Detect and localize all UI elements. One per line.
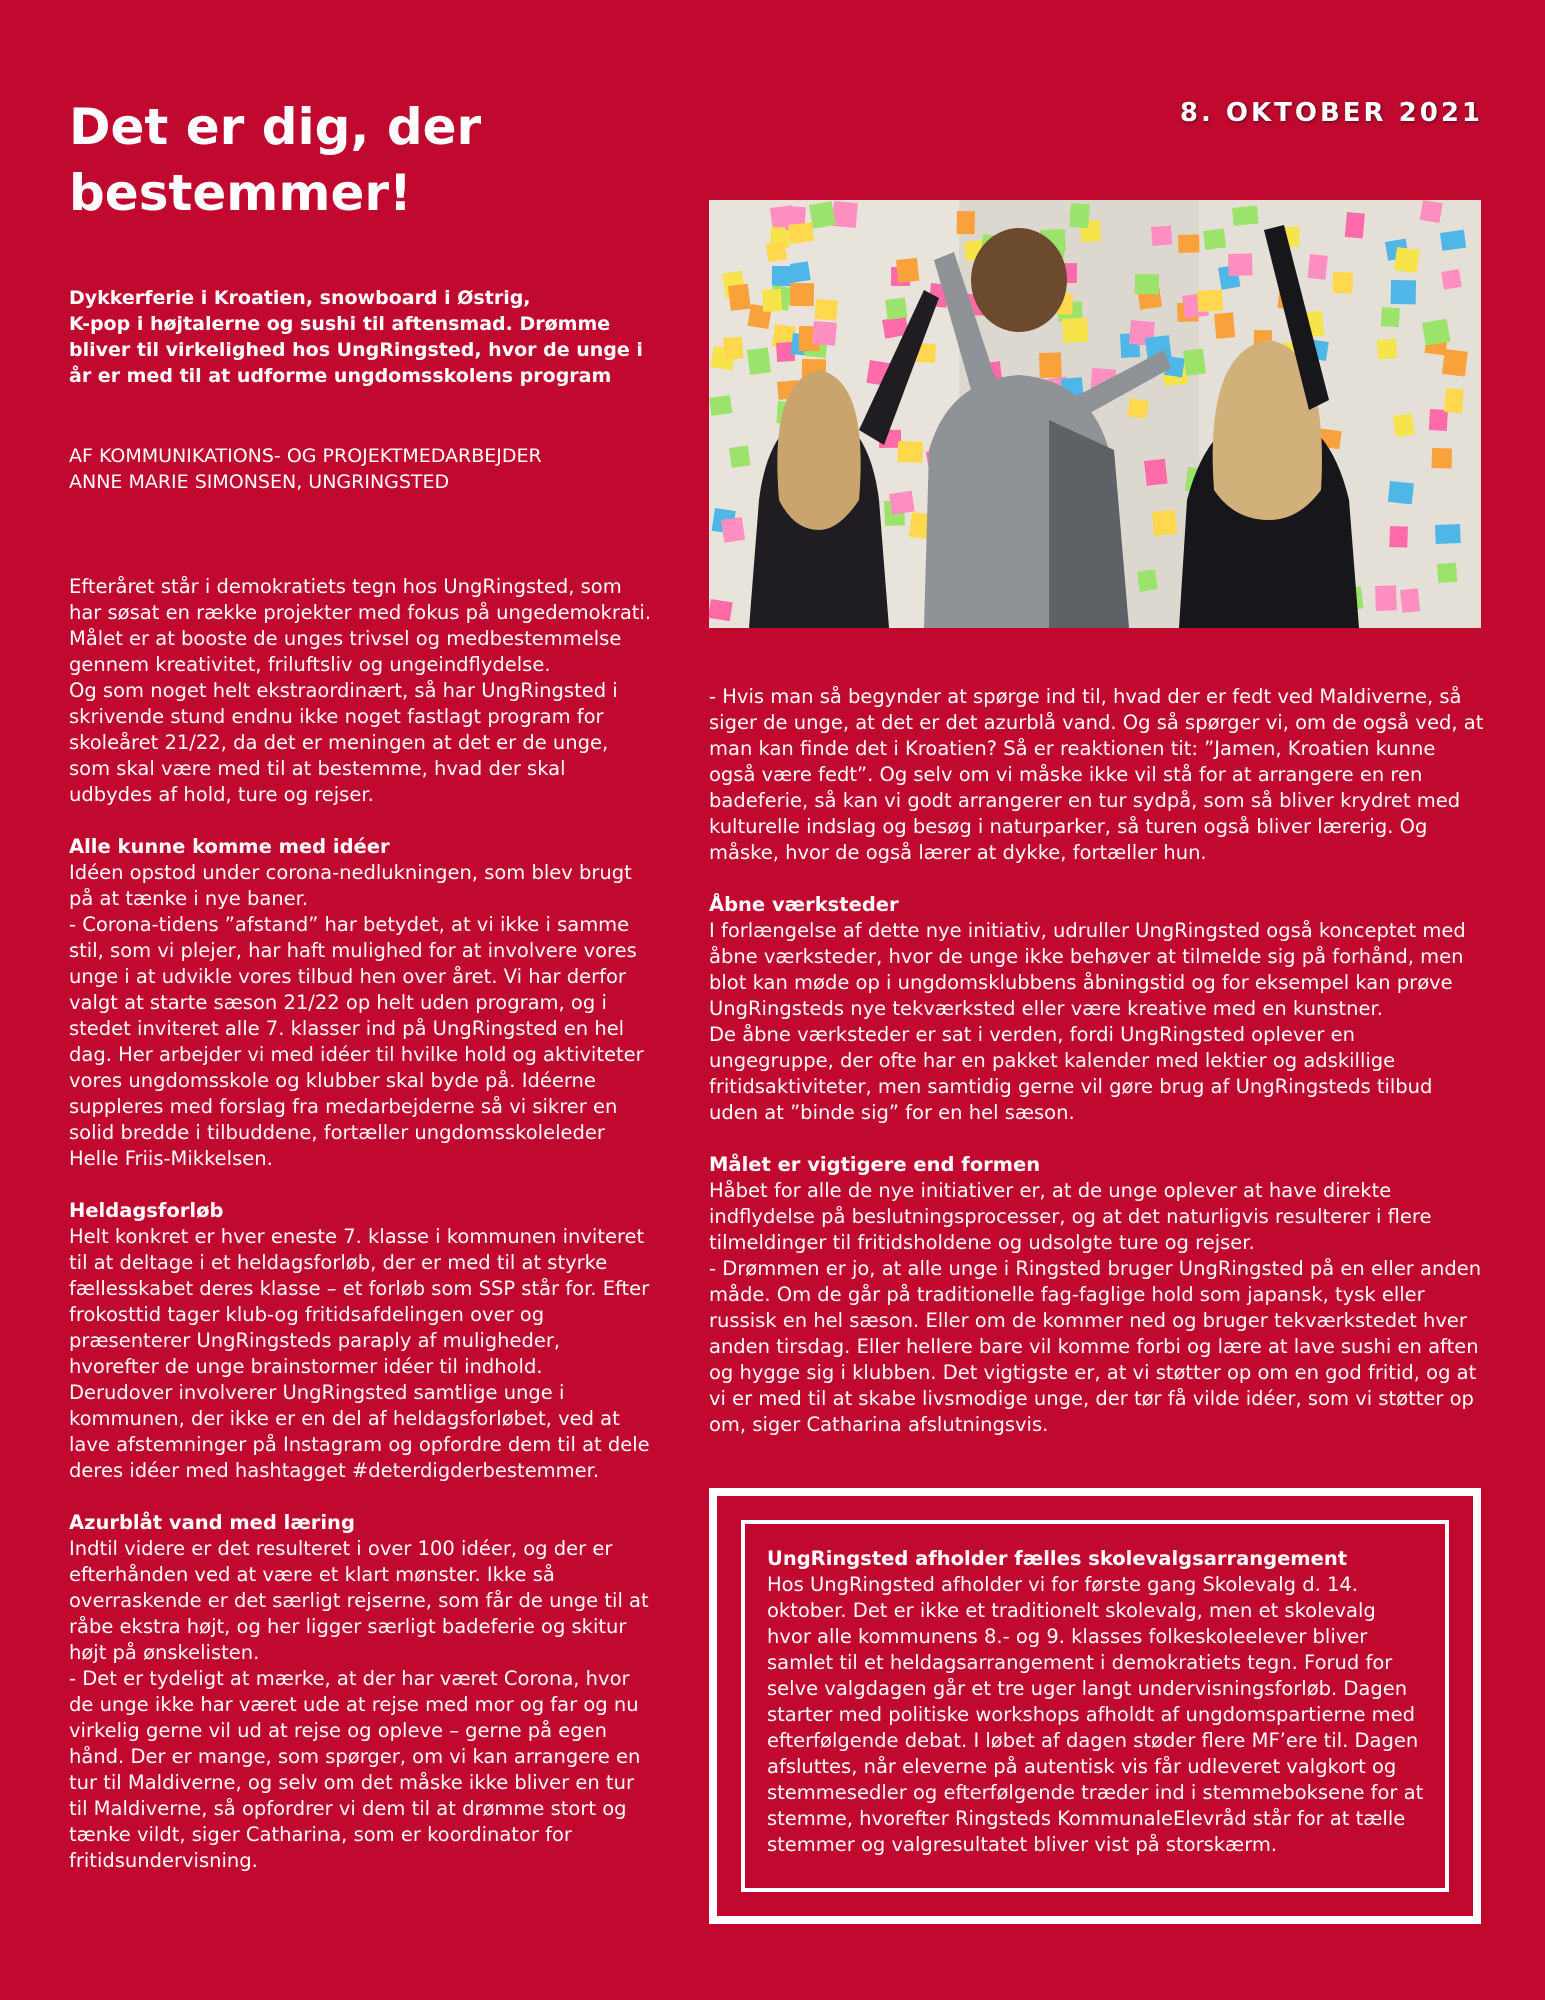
article-headline — [69, 94, 629, 226]
section-heading-ideas: Alle kunne komme med idéer — [69, 835, 390, 858]
sticky-note — [1307, 254, 1327, 280]
sticky-note — [1388, 481, 1414, 504]
intro-paragraph-2: Og som noget helt ekstraordinært, så har UngRingsted i skrivende stund endnu ikke noget fastlagt program for skoleåret 21/22, da det er meningen at det er de unge, som skal være med til at bestemme, hvad der skal udbydes af hold, ture og rejser. — [69, 679, 618, 806]
headline-line-1: Det er dig, der — [69, 98, 482, 156]
sticky-note — [1442, 349, 1468, 377]
section-goal-paragraph-1: Håbet for alle de nye initiativer er, at de unge oplever at have direkte indflydelse på beslutningsprocesser, og at det naturligvis resulterer i flere tilmeldinger til fritidsholdene og udsolgte ture og rejser. — [709, 1179, 1432, 1254]
sticky-note — [1422, 319, 1451, 346]
sticky-note — [1377, 339, 1397, 359]
sticky-note — [1432, 448, 1452, 468]
sticky-note — [772, 266, 793, 286]
section-full-day-paragraph-2: Derudover involverer UngRingsted samtlige unge i kommunen, der ikke er en del af heldagsforløbet, ved at lave afstemninger på Instagram og opfordre dem til at dele deres idéer med hashtagget #deterdigderbestemmer. — [69, 1381, 650, 1482]
section-heading-goal: Målet er vigtigere end formen — [709, 1153, 1041, 1176]
factbox-text: Hos UngRingsted afholder vi for første gang Skolevalg d. 14. oktober. Det er ikke et traditionelt skolevalg, men et skolevalg hvor alle kommunens 8.- og 9. klasses folkeskoleelever bliver samlet til et heldagsarrangement i demokratiets tegn. Forud for selve valgdagen går et tre uger langt undervisningsforløb. Dagen starter med politiske workshops afholdt af ungdomspartierne med efterfølgende debat. I løbet af dagen støder flere MF’ere til. Dagen afsluttes, når eleverne på autentisk vis får udleveret valgkort og stemmesedler og efterfølgende træder ind i stemmeboksene for at stemme, hvorefter Ringsteds KommunaleElevråd står for at tælle stemmer og valgresultatet bliver vist på storskærm. — [767, 1573, 1424, 1856]
sticky-note — [729, 445, 751, 467]
sticky-note — [1069, 203, 1090, 228]
sticky-note — [1197, 290, 1223, 312]
section-workshops-paragraph-1: I forlængelse af dette nye initiativ, udruller UngRingsted også konceptet med åbne værksteder, hvor de unge ikke behøver at tilmelde sig på forhånd, men blot kan møde op i ungdomsklubbens åbningstid og for eksempel kan prøve UngRingsteds nye tekværksted eller være kreative med en kunstner. — [709, 919, 1466, 1020]
sticky-note — [728, 284, 751, 311]
sticky-note — [1062, 317, 1088, 343]
sticky-note — [790, 283, 814, 306]
sticky-note — [1127, 398, 1149, 419]
sticky-note — [709, 395, 732, 416]
byline — [69, 443, 654, 495]
sticky-note — [1332, 272, 1353, 293]
article-column-right — [709, 684, 1484, 1438]
sticky-note — [1135, 274, 1159, 294]
section-ideas-paragraph-1: Idéen opstod under corona-nedlukningen, som blev brugt på at tænke i nye baner. — [69, 861, 632, 910]
sticky-note — [762, 289, 782, 312]
sticky-note — [747, 347, 771, 374]
sticky-note — [812, 321, 837, 346]
sticky-note — [1144, 459, 1168, 486]
sticky-note — [809, 201, 836, 229]
sticky-note — [1435, 524, 1461, 544]
factbox — [709, 1488, 1481, 1924]
sticky-note — [1389, 526, 1408, 548]
lead-line-1: Dykkerferie i Kroatien, snowboard i Østrig, — [69, 287, 531, 309]
sticky-note — [1183, 349, 1206, 376]
sticky-note — [1420, 200, 1443, 223]
sticky-note — [1228, 253, 1253, 276]
section-azure-paragraph-2: - Det er tydeligt at mærke, at der har været Corona, hvor de unge ikke har været ude at rejse med mor og far og nu virkelig gerne vil ud at rejse og opleve – gerne på egen hånd. Der er mange, som spørger, om vi kan arrangere en tur til Maldiverne, og selv om det måske ikke bliver en tur til Maldiverne, så opfordrer vi dem til at drømme stort og tænke vildt, siger Catharina, som er koordinator for fritidsundervisning. — [69, 1667, 641, 1872]
sticky-note — [721, 517, 745, 543]
section-workshops-paragraph-2: De åbne værksteder er sat i verden, fordi UngRingsted oplever en ungegruppe, der ofte har en pakket kalender med lektier og adskillige fritidsaktiviteter, men samtidig gerne vil gøre brug af UngRingsteds tilbud uden at ”binde sig” for en hel sæson. — [709, 1023, 1433, 1124]
sticky-note — [790, 261, 811, 283]
sticky-note — [1137, 569, 1158, 591]
intro-paragraph-1: Efteråret står i demokratiets tegn hos UngRingsted, som har søsat en række projekter med fokus på ungedemokrati. Målet er at booste de unges trivsel og medbestemmelse gennem kreativitet, friluftsliv og ungeindflydelse. — [69, 575, 652, 676]
section-heading-open-workshops: Åbne værksteder — [709, 893, 899, 916]
byline-line-1: AF KOMMUNIKATIONS- OG PROJEKTMEDARBEJDER — [69, 445, 542, 467]
lead-line-2: K-pop i højtalerne og sushi til aftensmad. Drømme — [69, 313, 611, 335]
sticky-note — [1214, 312, 1235, 339]
section-azure-paragraph-1: Indtil videre er det resulteret i over 100 idéer, og der er efterhånden ved at være et klart mønster. Ikke så overraskende er det særligt rejserne, som får de unge til at råbe ekstra højt, og her ligger særligt badeferie og skitur højt på ønskelisten. — [69, 1537, 649, 1664]
sticky-note — [1152, 510, 1177, 536]
sticky-note — [1381, 307, 1400, 327]
sticky-note — [1441, 269, 1462, 290]
sticky-note — [897, 441, 923, 463]
sticky-note — [766, 242, 787, 262]
factbox-content — [767, 1546, 1425, 1858]
section-ideas-paragraph-2: - Corona-tidens ”afstand” har betydet, at vi ikke i samme stil, som vi plejer, har haft mulighed for at involvere vores unge i at udvikle vores tilbud hen over året. Vi har derfor valgt at starte sæson 21/22 op helt uden program, og i stedet inviteret alle 7. klasser ind på UngRingsted en hel dag. Her arbejder vi med idéer til hvilke hold og aktiviteter vores ungdomsskole og klubber skal byde på. Idéerne suppleres med forslag fra medarbejderne så vi sikrer en solid bredde i tilbuddene, fortæller ungdomsskoleleder Helle Friis-Mikkelsen. — [69, 913, 644, 1170]
sticky-note — [815, 299, 838, 321]
section-goal-paragraph-2: - Drømmen er jo, at alle unge i Ringsted bruger UngRingsted på en eller anden måde. Om de går på traditionelle fag-faglige hold som japansk, tysk eller russisk en hel sæson. Eller om de kommer ned og bruger tekværkstedet hver anden tirsdag. Eller hellere bare vil komme forbi og lære at lave sushi en aften og hygge sig i klubben. Det vigtigste er, at vi støtter op om en god fritid, og at vi er med til at skabe livsmodige unge, der tør få vilde idéer, som vi støtter op om, siger Catharina afslutningsvis. — [709, 1257, 1482, 1436]
sticky-note — [832, 201, 858, 228]
sticky-note — [1039, 352, 1062, 378]
factbox-inner-frame — [741, 1520, 1449, 1892]
sticky-note — [1391, 280, 1416, 304]
sticky-note — [1232, 205, 1259, 225]
lead-line-4: år er med til at udforme ungdomsskolens program — [69, 365, 612, 387]
publication-date: 8. OKTOBER 2021 — [1179, 98, 1483, 128]
sticky-note — [1178, 234, 1200, 253]
section-heading-azure-water: Azurblåt vand med læring — [69, 1511, 355, 1534]
sticky-note — [723, 337, 744, 360]
sticky-note — [1345, 212, 1365, 239]
byline-line-2: ANNE MARIE SIMONSEN, UNGRINGSTED — [69, 471, 450, 493]
sticky-note — [1437, 563, 1457, 583]
sticky-notes-photo-illustration — [709, 200, 1481, 628]
sticky-note — [1375, 585, 1397, 611]
section-full-day-paragraph-1: Helt konkret er hver eneste 7. klasse i kommunen inviteret til at deltage i et heldagsforløb, der er med til at styrke fællesskabet deres klasse – et forløb som SSP står for. Efter frokosttid tager klub-og fritidsafdelingen over og præsenterer UngRingsteds paraply af muligheder, hvorefter de unge brainstormer idéer til indhold. — [69, 1225, 650, 1378]
sticky-note — [1440, 230, 1466, 251]
section-heading-full-day: Heldagsforløb — [69, 1199, 224, 1222]
sticky-note — [957, 211, 975, 234]
section-azure-paragraph-3: - Hvis man så begynder at spørge ind til, hvad der er fedt ved Maldiverne, så siger de unge, at det er det azurblå vand. Og så spørger vi, om de også ved, at man kan finde det i Kroatien? Så er reaktionen tit: ”Jamen, Kroatien kunne også være fedt”. Og selv om vi måske ikke vil stå for at arrangere en ren badeferie, så kan vi godt arrangerer en tur sydpå, som så bliver krydret med kulturelle indslag og besøg i naturparker, så turen også bliver lærerig. Og måske, hvor de også lærer at dykke, fortæller hun. — [709, 685, 1484, 864]
sticky-note — [896, 258, 919, 283]
sticky-note — [1400, 588, 1420, 613]
factbox-heading: UngRingsted afholder fælles skolevalgsarrangement — [767, 1547, 1348, 1570]
sticky-note — [1203, 229, 1226, 250]
headline-line-2: bestemmer! — [69, 164, 412, 222]
sticky-note — [885, 298, 907, 320]
sticky-note — [1429, 409, 1448, 431]
sticky-note — [1394, 247, 1420, 273]
sticky-note — [709, 599, 733, 621]
sticky-note — [1393, 414, 1415, 437]
lead-line-3: bliver til virkelighed hos UngRingsted, hvor de unge i — [69, 339, 643, 361]
sticky-note — [1444, 388, 1464, 414]
article-photo — [709, 200, 1481, 628]
sticky-note — [788, 222, 814, 244]
sticky-note — [889, 491, 915, 515]
sticky-note — [1151, 225, 1172, 245]
article-column-left — [69, 574, 654, 1874]
lead-paragraph — [69, 285, 654, 389]
